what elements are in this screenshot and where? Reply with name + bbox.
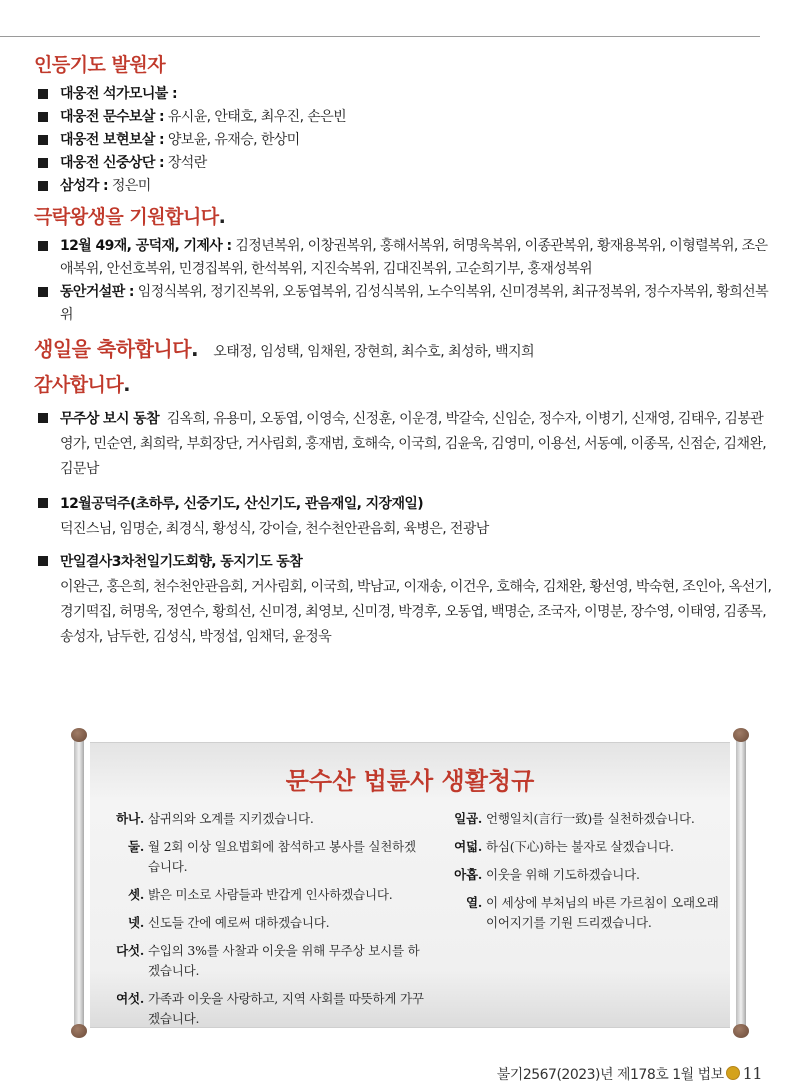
section-title-rebirth	[34, 202, 774, 229]
rule-number: 여덟.	[454, 839, 482, 854]
rule-number: 하나.	[116, 811, 144, 826]
footer-text: 불기2567(2023)년 제178호 1월 법보	[496, 1067, 724, 1083]
rule-number: 아홉.	[454, 867, 482, 882]
rule-number: 셋.	[127, 887, 144, 902]
rules-column-right	[434, 809, 724, 941]
rule-text: 삼귀의와 오계를 지키겠습니다.	[148, 811, 314, 826]
rod-knob-icon	[71, 1024, 87, 1038]
rule-text: 수입의 3%를 사찰과 이웃을 위해 무주상 보시를 하겠습니다.	[148, 943, 420, 978]
section-title-thanks	[34, 370, 774, 397]
section-title-text: 생일을 축하합니다	[34, 337, 192, 361]
item-text: 임정식복위, 정기진복위, 오동엽복위, 김성식복위, 노수익복위, 신미경복위, 최규정복위, 정수자복위, 황희선복위	[60, 284, 769, 323]
title-dot: .	[123, 374, 130, 396]
item-label: 무주상 보시 동참	[60, 411, 160, 427]
rod-knob-icon	[71, 728, 87, 742]
square-bullet-icon	[38, 135, 48, 145]
rule-number: 다섯.	[116, 943, 144, 958]
list-item	[34, 152, 774, 175]
item-text: 유시윤, 안태호, 최우진, 손은빈	[167, 109, 347, 125]
rule-text: 월 2회 이상 일요법회에 참석하고 봉사를 실천하겠습니다.	[148, 839, 416, 874]
rule-number: 열.	[465, 895, 482, 910]
scroll-paper	[90, 742, 730, 1028]
square-bullet-icon	[38, 158, 48, 168]
section-title-text: 감사합니다	[34, 374, 124, 396]
list-item	[34, 106, 774, 129]
rule-item	[434, 865, 724, 885]
list-item	[34, 129, 774, 152]
item-label: 12월공덕주(초하루, 신중기도, 산신기도, 관음재일, 지장재일)	[60, 496, 424, 512]
rule-number: 둘.	[127, 839, 144, 854]
rebirth-list	[34, 235, 774, 327]
item-label: 대웅전 문수보살 :	[60, 109, 165, 125]
list-item	[34, 175, 774, 198]
list-item	[34, 492, 774, 542]
notice-content	[34, 50, 774, 650]
rule-text: 신도들 간에 예로써 대하겠습니다.	[148, 915, 330, 930]
scroll-rod-right	[730, 728, 752, 1038]
rule-text: 이 세상에 부처님의 바른 가르침이 오래오래 이어지기를 기원 드리겠습니다.	[486, 895, 719, 930]
rule-text: 언행일치(言行一致)를 실천하겠습니다.	[486, 811, 695, 826]
square-bullet-icon	[38, 112, 48, 122]
item-label: 대웅전 보현보살 :	[60, 132, 165, 148]
item-text: 장석란	[167, 155, 207, 171]
page-number: 11	[742, 1064, 762, 1083]
item-label: 대웅전 신중상단 :	[60, 155, 165, 171]
rule-item	[96, 941, 426, 981]
rod-bar	[74, 740, 84, 1026]
dharma-wheel-icon	[726, 1066, 740, 1080]
rule-number: 여섯.	[116, 991, 144, 1006]
item-label: 만일결사3차천일기도회향, 동지기도 동참	[60, 554, 303, 570]
rule-text: 이웃을 위해 기도하겠습니다.	[486, 867, 640, 882]
rod-bar	[736, 740, 746, 1026]
item-label: 12월 49재, 공덕재, 기제사 :	[60, 238, 232, 254]
item-text: 정은미	[111, 178, 151, 194]
item-label: 삼성각 :	[60, 178, 109, 194]
item-label: 동안거설판 :	[60, 284, 134, 300]
title-dot: .	[218, 206, 226, 228]
item-label: 대웅전 석가모니불 :	[60, 86, 177, 102]
list-item	[34, 550, 774, 650]
item-text: 김정년복위, 이창권복위, 홍해서복위, 허명욱복위, 이종관복위, 황재용복위, 이형렬복위, 조은애복위, 안선호복위, 민경집복위, 한석복위, 지진숙복위, 김대진복위, 고순희기부, 홍재성복위	[60, 238, 768, 277]
rule-text: 하심(下心)하는 불자로 살겠습니다.	[486, 839, 674, 854]
square-bullet-icon	[38, 413, 48, 423]
top-divider	[0, 36, 760, 37]
rule-number: 일곱.	[454, 811, 482, 826]
rules-column-left	[96, 809, 426, 1037]
rule-item	[434, 893, 724, 933]
rule-text: 밝은 미소로 사람들과 반갑게 인사하겠습니다.	[148, 887, 393, 902]
item-text: 덕진스님, 임명순, 최경식, 황성식, 강이슬, 천수천안관음회, 육병은, 전광남	[60, 521, 489, 537]
rules-scroll	[68, 728, 758, 1038]
rule-item	[96, 989, 426, 1029]
square-bullet-icon	[38, 287, 48, 297]
rule-number: 넷.	[127, 915, 144, 930]
birthday-row	[34, 333, 774, 362]
rule-item	[96, 837, 426, 877]
rule-item	[96, 913, 426, 933]
square-bullet-icon	[38, 556, 48, 566]
page-footer	[497, 1064, 762, 1084]
rod-knob-icon	[733, 728, 749, 742]
list-item	[34, 83, 774, 106]
birthday-names: 오태정, 임성택, 임채원, 장현희, 최수호, 최성하, 백지희	[213, 344, 535, 360]
lamp-prayer-list	[34, 83, 774, 198]
rule-item	[96, 809, 426, 829]
square-bullet-icon	[38, 498, 48, 508]
scroll-rod-left	[68, 728, 90, 1038]
square-bullet-icon	[38, 181, 48, 191]
scroll-title: 문수산 법륜사 생활청규	[285, 767, 535, 795]
rule-item	[434, 837, 724, 857]
rule-item	[96, 885, 426, 905]
item-text: 이완근, 홍은희, 천수천안관음회, 거사림회, 이국희, 박남교, 이재송, 이건우, 호해숙, 김채완, 황선영, 박숙현, 조인아, 옥선기, 경기떡집, 허명욱, 정연수, 황희선, 신미경, 최영보, 신미경, 박경후, 오동엽, 백명순, 조국자, 이명분, 장수영, 이태영, 김종목, 송성자, 남두한, 김성식, 박정섭, 임채덕, 윤정욱	[60, 579, 772, 645]
square-bullet-icon	[38, 241, 48, 251]
list-item	[34, 281, 774, 327]
section-title-lamp-prayer: 인등기도 발원자	[34, 54, 166, 76]
title-dot: .	[191, 337, 199, 361]
list-item	[34, 407, 774, 482]
item-text: 김옥희, 유용미, 오동엽, 이영숙, 신정훈, 이운경, 박갈숙, 신임순, 정수자, 이병기, 신재영, 김태우, 김봉관영가, 민순연, 최희락, 부회장단, 거사림회, 홍재범, 호해숙, 이국희, 김윤욱, 김영미, 이용선, 서동예, 이종목, 신점순, 김채완, 김문남	[60, 411, 767, 477]
section-title-text: 극락왕생을 기원합니다	[34, 206, 219, 228]
rule-text: 가족과 이웃을 사랑하고, 지역 사회를 따뜻하게 가꾸겠습니다.	[148, 991, 424, 1026]
thanks-list	[34, 407, 774, 650]
square-bullet-icon	[38, 89, 48, 99]
list-item	[34, 235, 774, 281]
item-text: 양보윤, 유재승, 한상미	[167, 132, 300, 148]
section-title-birthday	[34, 337, 198, 361]
rule-item	[434, 809, 724, 829]
rod-knob-icon	[733, 1024, 749, 1038]
